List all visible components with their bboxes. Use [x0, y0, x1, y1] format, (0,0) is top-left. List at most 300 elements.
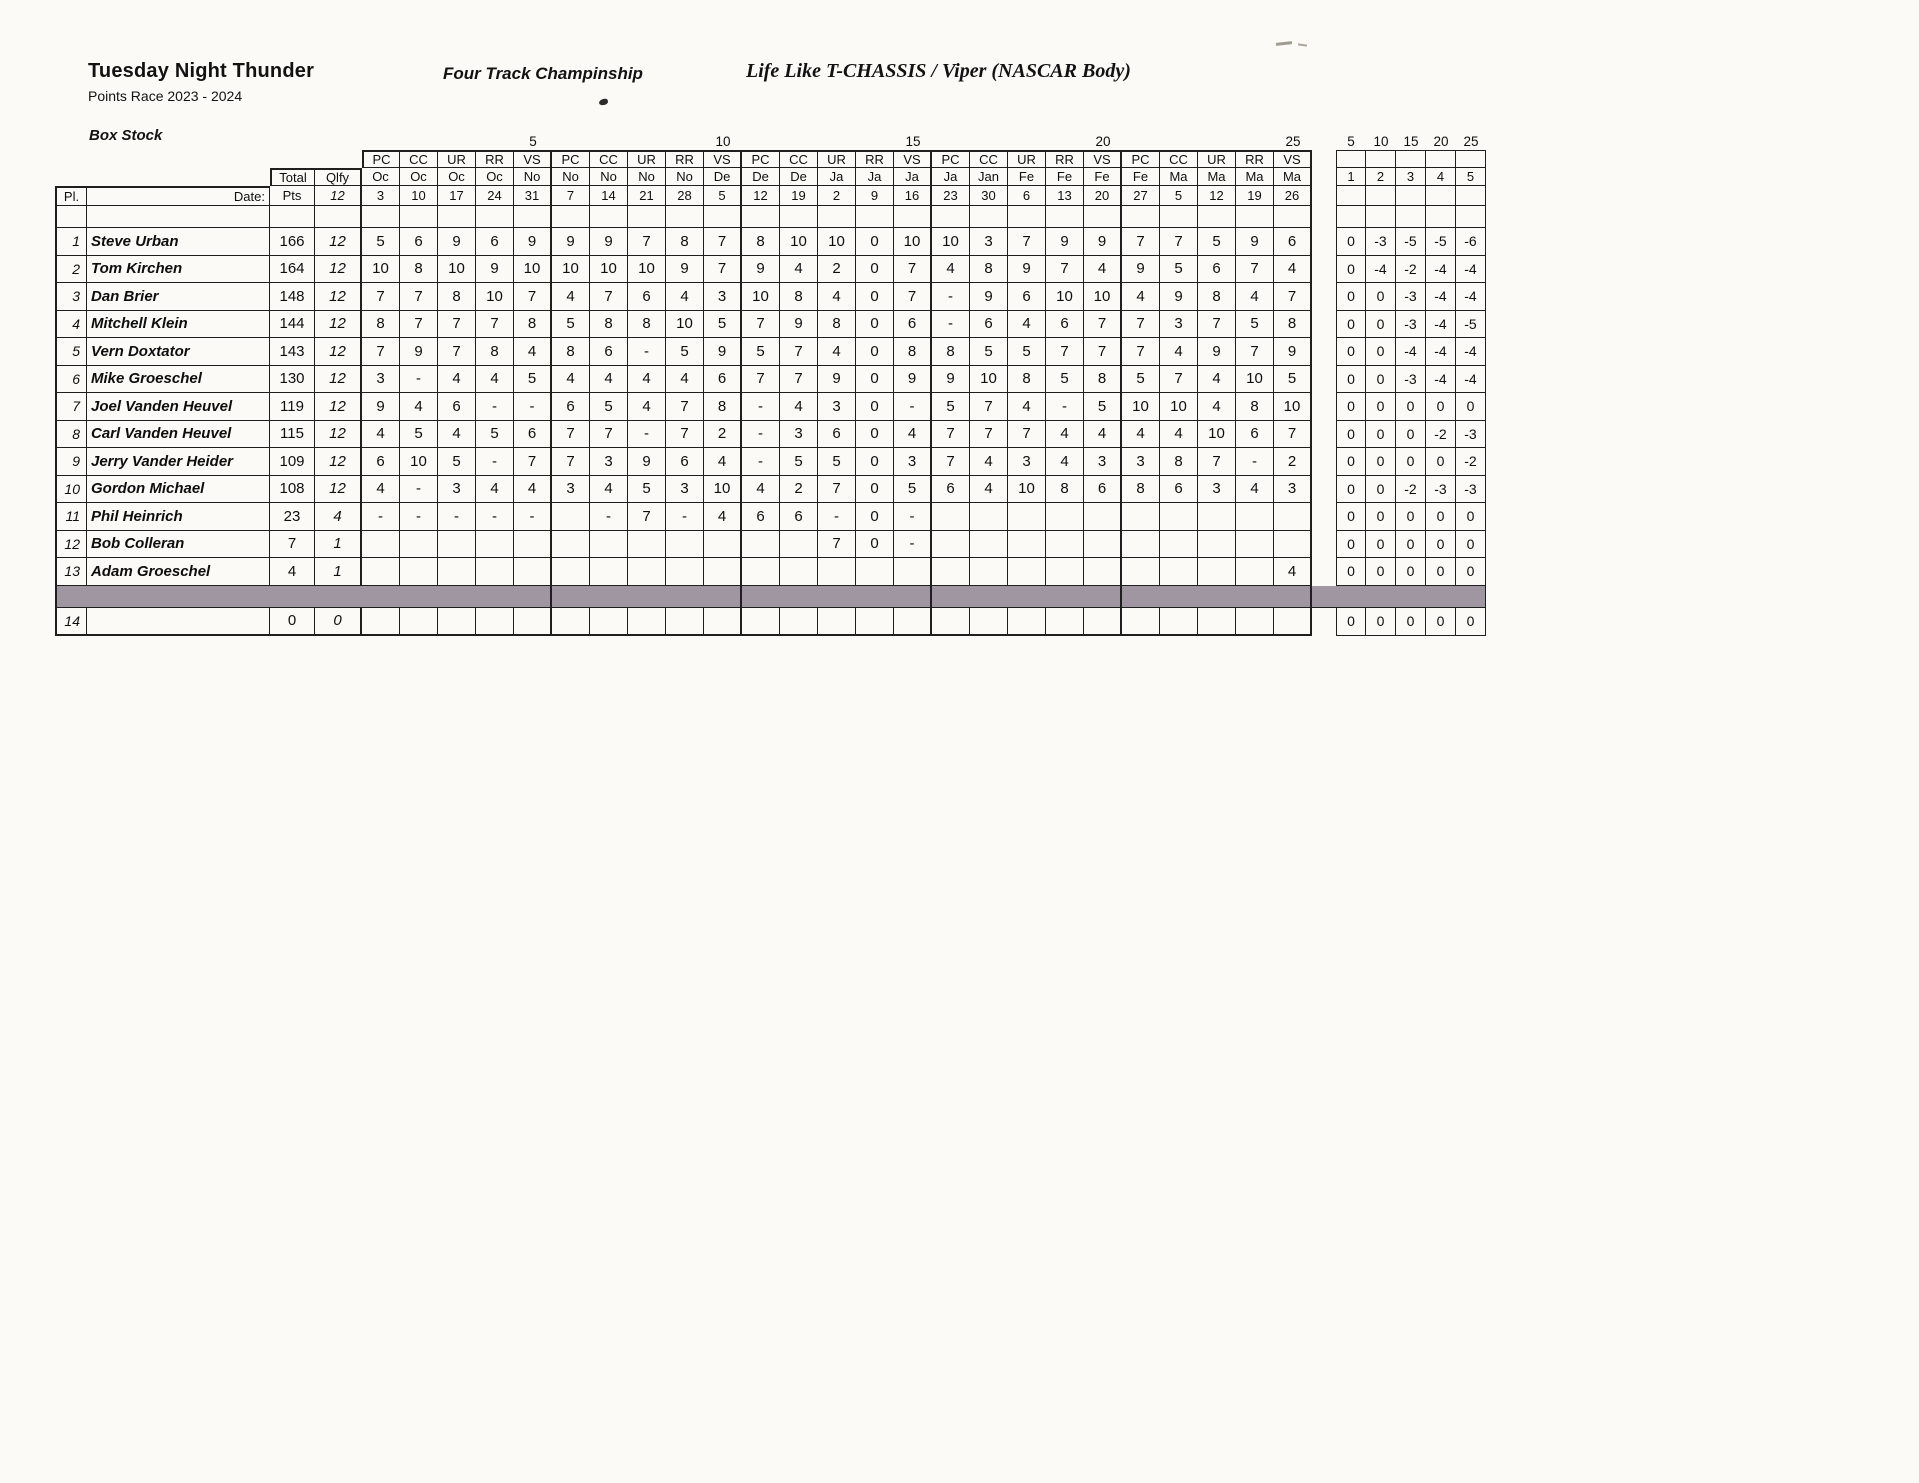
driver-name: Mitchell Klein	[87, 311, 270, 339]
score-cell: 4	[476, 366, 514, 394]
score-cell	[856, 608, 894, 636]
score-cell: -	[400, 366, 438, 394]
score-cell: 10	[1160, 393, 1198, 421]
date-header-cell: 2	[818, 186, 856, 206]
drop-value-cell: -3	[1396, 366, 1426, 394]
drop-spacer-cell	[1456, 150, 1486, 168]
drop-value-cell: 0	[1366, 558, 1396, 586]
score-cell: 9	[628, 448, 666, 476]
score-cell: 10	[1198, 421, 1236, 449]
score-cell: 7	[590, 283, 628, 311]
score-cell: 3	[1198, 476, 1236, 504]
divider-band-cell	[1336, 586, 1366, 608]
score-cell: 9	[400, 338, 438, 366]
drop-value-cell: 0	[1366, 338, 1396, 366]
score-cell: 7	[742, 311, 780, 339]
score-cell: 5	[1236, 311, 1274, 339]
drop-value-cell: -2	[1396, 476, 1426, 504]
drop-value-cell: 0	[1336, 393, 1366, 421]
drop-value-cell: 0	[1396, 608, 1426, 636]
track-header-cell: PC	[362, 150, 400, 168]
qlfy-cell: 0	[315, 608, 362, 636]
place-cell: 12	[55, 531, 87, 559]
drop-value-cell: 0	[1426, 503, 1456, 531]
group-marker: 20	[1095, 133, 1111, 149]
drop-value-cell: 0	[1426, 558, 1456, 586]
score-cell: 4	[514, 476, 552, 504]
spacer-cell	[1160, 206, 1198, 228]
drop-value-cell: 0	[1396, 558, 1426, 586]
score-cell: 4	[1122, 283, 1160, 311]
score-cell: -	[628, 338, 666, 366]
score-cell: -	[894, 393, 932, 421]
drop-group-header: 15	[1403, 133, 1419, 149]
drop-value-cell: -3	[1396, 283, 1426, 311]
score-cell: 4	[970, 448, 1008, 476]
total-points-cell: 119	[270, 393, 315, 421]
score-cell	[400, 531, 438, 559]
spacer-cell	[1456, 206, 1486, 228]
score-cell: 5	[704, 311, 742, 339]
drop-value-cell: 0	[1426, 531, 1456, 559]
score-cell: -	[514, 503, 552, 531]
score-cell: 7	[818, 476, 856, 504]
track-header-cell: UR	[1198, 150, 1236, 168]
qlfy-cell: 12	[315, 256, 362, 284]
score-cell: 8	[1008, 366, 1046, 394]
month-header-cell: Ja	[894, 168, 932, 186]
drop-value-cell: 0	[1336, 421, 1366, 449]
score-cell: 6	[970, 311, 1008, 339]
qlfy-count-header: 12	[315, 186, 362, 206]
spacer-cell	[438, 206, 476, 228]
track-header-cell: VS	[1084, 150, 1122, 168]
drop-spacer-cell	[1336, 186, 1366, 206]
score-cell: 5	[742, 338, 780, 366]
total-points-cell: 7	[270, 531, 315, 559]
drop-value-cell: 0	[1456, 503, 1486, 531]
drop-value-cell: -4	[1426, 283, 1456, 311]
drop-value-cell: 0	[1366, 366, 1396, 394]
score-cell: -	[514, 393, 552, 421]
score-cell: 6	[1274, 228, 1312, 256]
driver-name: Vern Doxtator	[87, 338, 270, 366]
group-marker: 15	[905, 133, 921, 149]
score-cell: 7	[780, 338, 818, 366]
score-cell	[1084, 503, 1122, 531]
spacer-cell	[704, 206, 742, 228]
score-cell: 4	[590, 366, 628, 394]
score-cell: 8	[1274, 311, 1312, 339]
qlfy-cell: 12	[315, 228, 362, 256]
divider-band-cell	[1160, 586, 1198, 608]
score-cell	[1198, 503, 1236, 531]
drop-value-cell: 0	[1426, 393, 1456, 421]
drop-value-cell: 0	[1336, 476, 1366, 504]
score-cell: -	[932, 311, 970, 339]
total-points-cell: 164	[270, 256, 315, 284]
drop-group-header: 5	[1347, 133, 1355, 149]
month-header-cell: No	[552, 168, 590, 186]
score-cell: 4	[628, 366, 666, 394]
month-header-cell: Jan	[970, 168, 1008, 186]
spacer-cell	[1198, 206, 1236, 228]
divider-band-cell	[514, 586, 552, 608]
drop-value-cell: 0	[1456, 531, 1486, 559]
score-cell: -	[362, 503, 400, 531]
qlfy-cell: 12	[315, 366, 362, 394]
place-cell: 6	[55, 366, 87, 394]
score-cell: 7	[400, 311, 438, 339]
score-cell: 4	[1198, 366, 1236, 394]
divider-band-cell	[628, 586, 666, 608]
score-cell	[514, 531, 552, 559]
score-cell	[1008, 503, 1046, 531]
score-cell	[1236, 608, 1274, 636]
month-header-cell: Fe	[1008, 168, 1046, 186]
score-cell: 7	[628, 228, 666, 256]
score-cell	[818, 558, 856, 586]
divider-band-cell	[476, 586, 514, 608]
total-points-cell: 115	[270, 421, 315, 449]
score-cell: 4	[1084, 256, 1122, 284]
score-cell: 5	[590, 393, 628, 421]
score-cell	[1084, 531, 1122, 559]
score-cell: 9	[476, 256, 514, 284]
score-cell: 7	[1084, 311, 1122, 339]
score-cell: 4	[1160, 421, 1198, 449]
spacer-cell	[552, 206, 590, 228]
score-cell: 3	[438, 476, 476, 504]
score-cell: 9	[1122, 256, 1160, 284]
score-cell: 8	[1160, 448, 1198, 476]
score-cell	[970, 531, 1008, 559]
divider-band-cell	[362, 586, 400, 608]
month-header-cell: Ja	[932, 168, 970, 186]
score-cell	[704, 558, 742, 586]
date-label: Date:	[87, 186, 270, 206]
score-cell: 9	[666, 256, 704, 284]
score-cell: 3	[704, 283, 742, 311]
score-cell: 5	[1160, 256, 1198, 284]
score-cell	[590, 531, 628, 559]
score-cell: 3	[362, 366, 400, 394]
score-cell	[438, 608, 476, 636]
drop-group-header: 10	[1373, 133, 1389, 149]
month-header-cell: Fe	[1122, 168, 1160, 186]
month-header-cell: De	[742, 168, 780, 186]
score-cell: 4	[1046, 448, 1084, 476]
driver-name: Steve Urban	[87, 228, 270, 256]
score-cell: 4	[704, 503, 742, 531]
drop-value-cell: 0	[1336, 311, 1366, 339]
driver-name: Phil Heinrich	[87, 503, 270, 531]
score-cell: 8	[1236, 393, 1274, 421]
score-cell: 3	[1084, 448, 1122, 476]
score-cell: 4	[1046, 421, 1084, 449]
score-cell	[1236, 503, 1274, 531]
month-header-cell: Oc	[400, 168, 438, 186]
qlfy-cell: 12	[315, 393, 362, 421]
score-cell	[514, 558, 552, 586]
score-cell: 0	[856, 283, 894, 311]
score-cell	[400, 608, 438, 636]
score-cell: 6	[590, 338, 628, 366]
score-cell: 3	[666, 476, 704, 504]
score-cell	[552, 558, 590, 586]
score-cell	[1160, 608, 1198, 636]
drop-value-cell: -6	[1456, 228, 1486, 256]
score-cell	[970, 503, 1008, 531]
score-cell: 4	[438, 421, 476, 449]
date-header-cell: 10	[400, 186, 438, 206]
drop-spacer-cell	[1396, 150, 1426, 168]
score-cell: 9	[704, 338, 742, 366]
score-cell: 0	[856, 311, 894, 339]
qlfy-cell: 12	[315, 311, 362, 339]
score-cell: 9	[970, 283, 1008, 311]
score-cell	[514, 608, 552, 636]
track-header-cell: CC	[1160, 150, 1198, 168]
score-cell: 7	[704, 228, 742, 256]
place-cell: 7	[55, 393, 87, 421]
group-marker: 25	[1285, 133, 1301, 149]
score-cell	[780, 531, 818, 559]
score-cell: 10	[514, 256, 552, 284]
score-cell: 6	[932, 476, 970, 504]
spacer-cell	[270, 206, 315, 228]
score-cell: 6	[1046, 311, 1084, 339]
score-cell	[704, 608, 742, 636]
place-cell: 13	[55, 558, 87, 586]
score-cell: 10	[742, 283, 780, 311]
score-cell: -	[932, 283, 970, 311]
spacer-cell	[476, 206, 514, 228]
score-cell: -	[438, 503, 476, 531]
score-cell: 9	[1274, 338, 1312, 366]
date-header-cell: 16	[894, 186, 932, 206]
score-cell: -	[590, 503, 628, 531]
score-cell	[552, 608, 590, 636]
place-cell: 11	[55, 503, 87, 531]
track-header-cell: UR	[628, 150, 666, 168]
drop-group-header: 20	[1433, 133, 1449, 149]
score-cell: 10	[1008, 476, 1046, 504]
divider-band-cell	[87, 586, 270, 608]
score-cell: 7	[666, 421, 704, 449]
score-cell	[780, 558, 818, 586]
drop-value-cell: 0	[1336, 256, 1366, 284]
driver-name: Mike Groeschel	[87, 366, 270, 394]
drop-value-cell: 0	[1456, 558, 1486, 586]
divider-band-cell	[970, 586, 1008, 608]
drop-position-header: 5	[1456, 168, 1486, 186]
score-cell: 2	[818, 256, 856, 284]
drop-value-cell: -2	[1426, 421, 1456, 449]
score-cell	[1046, 531, 1084, 559]
date-header-cell: 9	[856, 186, 894, 206]
spacer-cell	[742, 206, 780, 228]
drop-value-cell: -4	[1456, 366, 1486, 394]
divider-band-cell	[270, 586, 315, 608]
qlfy-cell: 12	[315, 476, 362, 504]
score-cell: 6	[666, 448, 704, 476]
score-cell: 10	[400, 448, 438, 476]
score-cell	[590, 608, 628, 636]
qlfy-cell: 1	[315, 558, 362, 586]
championship-title: Four Track Champinship	[443, 64, 643, 83]
score-cell: 3	[970, 228, 1008, 256]
score-cell: 7	[476, 311, 514, 339]
drop-value-cell: -5	[1396, 228, 1426, 256]
score-cell: 10	[1274, 393, 1312, 421]
score-cell: 10	[628, 256, 666, 284]
track-header-cell: VS	[1274, 150, 1312, 168]
score-cell: 7	[894, 283, 932, 311]
score-cell: 7	[1236, 338, 1274, 366]
score-cell: 7	[628, 503, 666, 531]
score-cell	[742, 608, 780, 636]
score-cell: 0	[856, 448, 894, 476]
driver-name: Jerry Vander Heider	[87, 448, 270, 476]
score-cell: 8	[552, 338, 590, 366]
score-cell: -	[1046, 393, 1084, 421]
score-cell: 0	[856, 503, 894, 531]
score-cell: -	[742, 448, 780, 476]
qlfy-cell: 12	[315, 421, 362, 449]
total-points-cell: 108	[270, 476, 315, 504]
score-cell: 0	[856, 393, 894, 421]
score-cell: 5	[780, 448, 818, 476]
score-cell	[1198, 531, 1236, 559]
score-cell: 8	[970, 256, 1008, 284]
score-cell: 6	[704, 366, 742, 394]
score-cell	[400, 558, 438, 586]
drop-value-cell: -3	[1396, 311, 1426, 339]
place-cell: 9	[55, 448, 87, 476]
score-cell: 5	[400, 421, 438, 449]
date-header-cell: 14	[590, 186, 628, 206]
date-header-cell: 19	[1236, 186, 1274, 206]
score-cell: 4	[438, 366, 476, 394]
spacer-cell	[1008, 206, 1046, 228]
score-cell: 6	[1008, 283, 1046, 311]
score-cell	[628, 558, 666, 586]
score-cell: 0	[856, 476, 894, 504]
divider-band-cell	[1274, 586, 1312, 608]
score-cell: 2	[780, 476, 818, 504]
score-cell: 8	[590, 311, 628, 339]
score-cell: 6	[400, 228, 438, 256]
divider-band-cell	[666, 586, 704, 608]
drop-value-cell: 0	[1366, 311, 1396, 339]
score-cell: 8	[1122, 476, 1160, 504]
score-cell: 4	[1236, 283, 1274, 311]
score-cell: 4	[1122, 421, 1160, 449]
score-cell: 10	[438, 256, 476, 284]
score-cell: 9	[362, 393, 400, 421]
drop-value-cell: 0	[1336, 338, 1366, 366]
score-cell	[362, 608, 400, 636]
drop-value-cell: 0	[1456, 608, 1486, 636]
month-header-cell: De	[704, 168, 742, 186]
score-cell: 9	[1046, 228, 1084, 256]
track-header-cell: CC	[970, 150, 1008, 168]
score-cell: 5	[628, 476, 666, 504]
scan-artifact-pen-mark-2	[1298, 43, 1307, 46]
score-cell: 7	[552, 448, 590, 476]
score-cell: 7	[1274, 421, 1312, 449]
score-cell: 0	[856, 228, 894, 256]
score-cell: 10	[552, 256, 590, 284]
spacer-cell	[514, 206, 552, 228]
score-cell: 9	[742, 256, 780, 284]
track-header-cell: RR	[1046, 150, 1084, 168]
score-cell: 5	[514, 366, 552, 394]
spacer-cell	[55, 206, 87, 228]
score-cell: 4	[1198, 393, 1236, 421]
score-cell: 7	[1160, 366, 1198, 394]
divider-band-cell	[1046, 586, 1084, 608]
drop-value-cell: -4	[1396, 338, 1426, 366]
score-cell: 5	[1274, 366, 1312, 394]
score-cell	[666, 531, 704, 559]
score-cell: 8	[514, 311, 552, 339]
drop-position-header: 2	[1366, 168, 1396, 186]
divider-band-cell	[856, 586, 894, 608]
divider-band-cell	[704, 586, 742, 608]
score-cell: 0	[856, 256, 894, 284]
score-cell	[1046, 558, 1084, 586]
score-cell: 2	[1274, 448, 1312, 476]
score-cell: 7	[742, 366, 780, 394]
score-cell: 10	[970, 366, 1008, 394]
track-header-cell: VS	[704, 150, 742, 168]
class-label: Box Stock	[89, 127, 163, 144]
score-cell: 6	[1160, 476, 1198, 504]
track-header-cell: PC	[932, 150, 970, 168]
score-cell: -	[476, 503, 514, 531]
score-cell	[742, 531, 780, 559]
score-cell: 5	[666, 338, 704, 366]
score-cell	[856, 558, 894, 586]
score-cell	[1274, 531, 1312, 559]
score-cell: 7	[400, 283, 438, 311]
total-points-cell: 109	[270, 448, 315, 476]
drop-spacer-cell	[1366, 186, 1396, 206]
score-cell	[476, 608, 514, 636]
score-cell: 10	[1046, 283, 1084, 311]
divider-band-cell	[400, 586, 438, 608]
month-header-cell: Oc	[476, 168, 514, 186]
drop-value-cell: 0	[1396, 448, 1426, 476]
drop-value-cell: 0	[1336, 283, 1366, 311]
score-cell: 7	[1084, 338, 1122, 366]
drop-spacer-cell	[1366, 150, 1396, 168]
score-cell	[1046, 503, 1084, 531]
track-header-cell: UR	[1008, 150, 1046, 168]
score-cell: 7	[438, 311, 476, 339]
score-cell	[1008, 558, 1046, 586]
drop-value-cell: 0	[1396, 531, 1426, 559]
divider-band-cell	[1312, 586, 1336, 608]
drop-value-cell: 0	[1336, 366, 1366, 394]
score-cell: 7	[818, 531, 856, 559]
score-cell: 9	[590, 228, 628, 256]
score-cell	[1198, 558, 1236, 586]
drop-value-cell: 0	[1426, 608, 1456, 636]
drop-value-cell: 0	[1366, 421, 1396, 449]
